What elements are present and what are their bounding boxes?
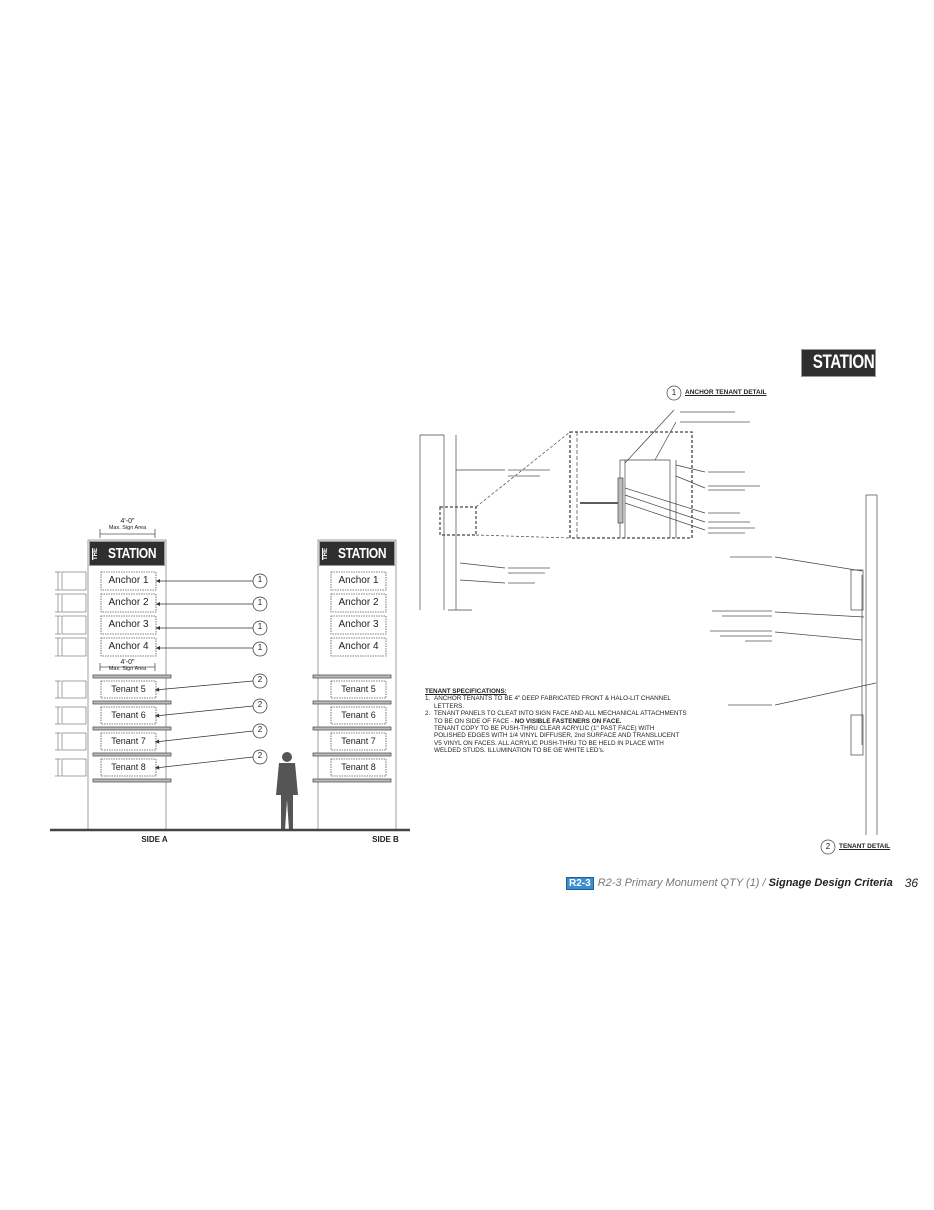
side-b-logo <box>319 541 395 566</box>
callout-tenant-6: 2 <box>257 700 263 709</box>
side-b-anchor-4: Anchor 4 <box>338 641 379 652</box>
spec-item-number: 1. <box>425 695 431 703</box>
tenant-detail-drawing <box>775 495 877 854</box>
spec-item-text-continued: TENANT COPY TO BE PUSH-THRU CLEAR ACRYLIC (1" PAST FACE) WITH POLISHED EDGES WITH 1/4 VINYL DIFFUSER, 2nd SURFACE AND TRANSLUCENT V5 VINYL ON FACES. ALL ACRYLIC PUSH-THRU TO BE HELD IN PLACE WITH WELDED STUDS. ILLUMINATION TO BE GE WHITE LED's. <box>434 725 680 755</box>
page-number: 36 <box>904 876 919 890</box>
width-dimension-top <box>100 518 155 532</box>
width-dimension-tenant <box>100 660 155 672</box>
side-b-tenant-7: Tenant 7 <box>341 736 376 746</box>
tenant-detail-title: TENANT DETAIL <box>839 843 891 850</box>
side-b-anchor-2: Anchor 2 <box>338 597 379 608</box>
side-a-tenant-6: Tenant 6 <box>111 710 146 720</box>
section-badge: R2-3 <box>566 877 594 890</box>
callout-anchor-3: 1 <box>257 622 263 631</box>
width-label-tenant: 4'-0" <box>120 659 135 666</box>
callout-anchor-1: 1 <box>257 575 263 584</box>
callout-tenant-7: 2 <box>257 725 263 734</box>
person-silhouette <box>276 752 298 830</box>
side-a-anchor-2: Anchor 2 <box>108 597 149 608</box>
width-label-top: 4'-0" <box>120 518 135 525</box>
anchor-detail-number: 1 <box>671 388 677 397</box>
callout-leaders <box>155 574 267 768</box>
spec-item-text: TENANT PANELS TO CLEAT INTO SIGN FACE AND ALL MECHANICAL ATTACHMENTS TO BE ON SIDE OF FACE - <box>434 710 687 725</box>
side-b-logo-name: STATION <box>337 545 387 562</box>
side-b-tenant-6: Tenant 6 <box>341 710 376 720</box>
side-b-tenant-8: Tenant 8 <box>341 762 376 772</box>
width-sublabel-tenant: Max. Sign Area <box>108 666 147 672</box>
side-a-logo-the: THE <box>92 547 99 560</box>
side-a-anchor-3: Anchor 3 <box>108 619 149 630</box>
spec-item-text: ANCHOR TENANTS TO BE 4" DEEP FABRICATED FRONT & HALO-LIT CHANNEL LETTERS. <box>434 695 671 710</box>
spec-item-number: 2. <box>425 710 431 718</box>
side-a-anchor-4: Anchor 4 <box>108 641 149 652</box>
side-b-logo-the: THE <box>322 547 329 560</box>
tenant-specifications <box>425 688 687 755</box>
side-a-tenant-8: Tenant 8 <box>111 762 146 772</box>
callout-tenant-5: 2 <box>257 675 263 684</box>
side-a-tenant-7: Tenant 7 <box>111 736 146 746</box>
side-a-anchor-1: Anchor 1 <box>108 575 149 586</box>
anchor-detail-notes <box>508 412 760 583</box>
tenant-detail-notes <box>710 557 772 705</box>
callout-anchor-4: 1 <box>257 643 263 652</box>
spec-item <box>425 710 687 754</box>
tenant-detail-number: 2 <box>825 842 831 851</box>
specs-heading: TENANT SPECIFICATIONS: <box>425 688 507 695</box>
side-b-anchor-3: Anchor 3 <box>338 619 379 630</box>
brand-logo-the: THE <box>795 357 802 369</box>
spec-item <box>425 695 687 710</box>
footer-title: R2-3 Primary Monument QTY (1) / <box>597 877 766 889</box>
side-a-logo <box>89 541 165 566</box>
anchor-detail-title: ANCHOR TENANT DETAIL <box>685 389 767 396</box>
side-b-anchor-1: Anchor 1 <box>338 575 379 586</box>
side-b-tenant-5: Tenant 5 <box>341 684 376 694</box>
spec-item-emphasis: NO VISIBLE FASTENERS ON FACE. <box>514 717 622 725</box>
anchor-detail-drawing <box>420 386 705 610</box>
callout-tenant-8: 2 <box>257 751 263 760</box>
width-sublabel-top: Max. Sign Area <box>108 525 147 531</box>
side-a-label: SIDE A <box>141 835 168 844</box>
side-a-tenant-5: Tenant 5 <box>111 684 146 694</box>
brand-logo-name: STATION <box>812 352 875 373</box>
callout-anchor-2: 1 <box>257 598 263 607</box>
side-b-label: SIDE B <box>372 835 399 844</box>
page-footer <box>566 876 918 890</box>
side-a-logo-name: STATION <box>107 545 157 562</box>
specs-list <box>425 695 687 754</box>
footer-criteria: Signage Design Criteria <box>768 877 893 889</box>
